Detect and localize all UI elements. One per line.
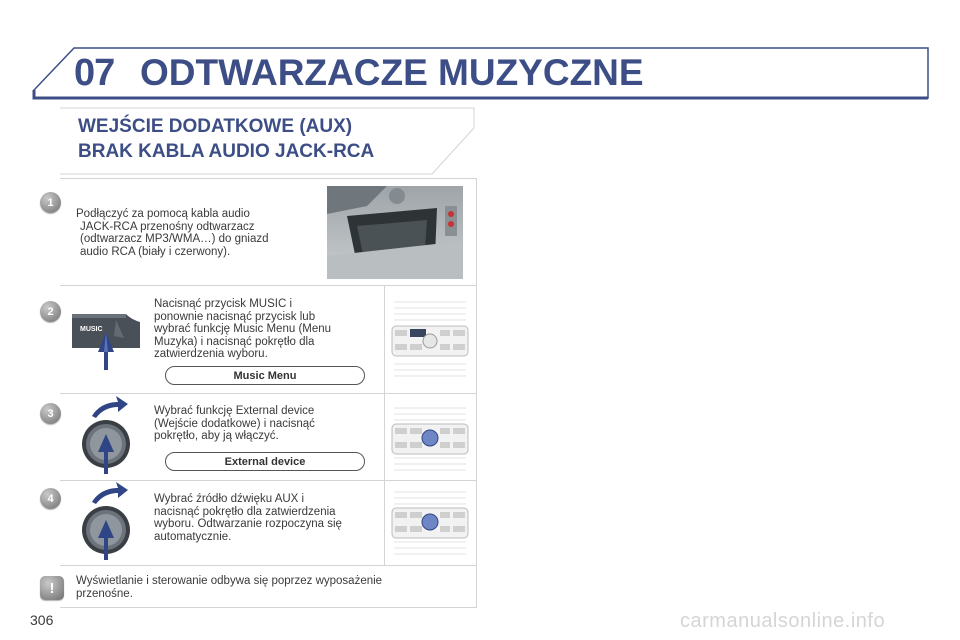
watermark: carmanualsonline.info bbox=[680, 610, 886, 632]
column-divider bbox=[384, 285, 385, 565]
chapter-title: ODTWARZACZE MUZYCZNE bbox=[140, 52, 644, 93]
step-badge-2: 2 bbox=[40, 301, 61, 322]
radio-panel-music bbox=[390, 294, 470, 384]
step-3-text: Wybrać funkcję External device (Wejście dodatkowe) i nacisnąć pokrętło, aby ją włączyć. bbox=[154, 405, 315, 443]
step-badge-4: 4 bbox=[40, 488, 61, 509]
external-device-pill: External device bbox=[165, 452, 365, 471]
step-badge-3: 3 bbox=[40, 403, 61, 424]
note-text: Wyświetlanie i sterowanie odbywa się poprzez wyposażenie przenośne. bbox=[76, 575, 383, 600]
divider-4 bbox=[60, 565, 476, 566]
music-key-label: MUSIC bbox=[80, 326, 103, 333]
music-key-illustration bbox=[70, 300, 150, 372]
divider-1 bbox=[60, 285, 476, 286]
radio-panel-dial-4 bbox=[390, 486, 470, 558]
dial-turn-press-illustration-3 bbox=[72, 394, 142, 478]
content-frame-top bbox=[60, 178, 476, 179]
content-frame-right bbox=[476, 178, 477, 608]
music-menu-pill: Music Menu bbox=[165, 366, 365, 385]
step-4-text: Wybrać źródło dźwięku AUX i nacisnąć pokrętło dla zatwierdzenia wyboru. Odtwarzanie rozpoczyna się automatycznie. bbox=[154, 493, 342, 543]
warning-badge: ! bbox=[40, 576, 64, 600]
section-heading-frame bbox=[0, 100, 480, 180]
step-2-text: Nacisnąć przycisk MUSIC i ponownie nacisnąć przycisk lub wybrać funkcję Music Menu (Menu Muzyka) i nacisnąć pokrętło dla zatwierdzenia wyboru. bbox=[154, 298, 332, 361]
section-subtitle: BRAK KABLA AUDIO JACK-RCA bbox=[78, 141, 375, 162]
section-title: WEJŚCIE DODATKOWE (AUX) bbox=[78, 116, 353, 137]
content-frame-bottom bbox=[60, 607, 477, 608]
glovebox-photo bbox=[327, 186, 463, 279]
step-badge-1: 1 bbox=[40, 192, 61, 213]
step-1-text: Podłączyć za pomocą kabla audio JACK-RCA przenośny odtwarzacz (odtwarzacz MP3/WMA…) do gniazd audio RCA (biały i czerwony). bbox=[76, 208, 269, 258]
radio-panel-dial-3 bbox=[390, 402, 470, 474]
dial-turn-press-illustration-4 bbox=[72, 480, 142, 564]
chapter-number: 07 bbox=[74, 52, 115, 94]
page-number: 306 bbox=[30, 612, 54, 628]
